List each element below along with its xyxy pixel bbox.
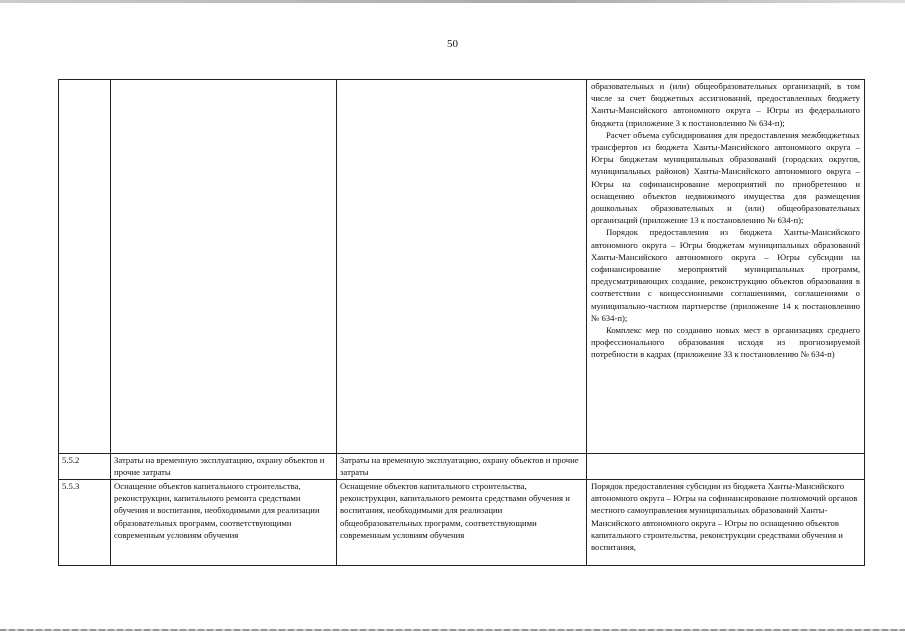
table-row-5-5-2 xyxy=(59,454,865,480)
row-event-name: Оснащение объектов капитального строительства, реконструкции, капитального ремонта средствами обучения и воспитания, необходимыми для реализации образовательных программ, соответствующими современным условиям обучения xyxy=(111,480,337,566)
row-direction: Оснащение объектов капитального строительства, реконструкции, капитального ремонта средствами обучения и воспитания, необходимыми для реализации общеобразовательных программ, соответствующими современным условиям обучения xyxy=(337,480,587,566)
cell-event-empty xyxy=(111,80,337,454)
scan-edge-top xyxy=(0,0,905,3)
document-paragraph: Расчет объема субсидирования для предоставления межбюджетных трансфертов из бюджета Ханты-Мансийского автономного округа – Югры бюджетам муниципальных образований (городских округов, муниципальных районов) Ханты-Мансийского автономного округа – Югры на софинансирование мероприятий по приобретению и оснащению объектов недвижимого имущества для размещения дошкольных образовательных и (или) общеобразовательных организаций (приложение 13 к постановлению № 634-п); xyxy=(591,129,860,226)
scan-edge-bottom xyxy=(0,629,905,631)
document-paragraph: Порядок предоставления из бюджета Ханты-Мансийского автономного округа – Югры бюджетам муниципальных образований Ханты-Мансийского автономного округа – Югры субсидии на софинансирование мероприятий муниципальных программ, предусматривающих создание, реконструкцию объектов образования в соответствии с концессионными соглашениями, соглашениями о муниципально-частном партнерстве (приложение 14 к постановлению № 634-п); xyxy=(591,227,860,323)
table-row-5-5-3 xyxy=(59,480,865,566)
row-number: 5.5.3 xyxy=(59,480,111,566)
document-paragraph: образовательных и (или) общеобразовательных организаций, в том числе за счет бюджетных ассигнований, предоставленных бюджету Ханты-Мансийского автономного округа – Югры из федерального бюджета (приложение 3 к постановлению № 634-п); xyxy=(591,81,860,128)
cell-direction-empty xyxy=(337,80,587,454)
page-number: 50 xyxy=(447,38,458,50)
table-row-continuation xyxy=(59,80,865,454)
program-table xyxy=(58,79,865,566)
cell-number-empty xyxy=(59,80,111,454)
cell-documents-continuation xyxy=(587,80,865,454)
document-paragraph: Комплекс мер по созданию новых мест в организациях среднего профессионального образования исходя из прогнозируемой потребности в кадрах (приложение 33 к постановлению № 634-п) xyxy=(591,325,860,360)
row-direction: Затраты на временную эксплуатацию, охрану объектов и прочие затраты xyxy=(337,454,587,480)
row-number: 5.5.2 xyxy=(59,454,111,480)
row-documents xyxy=(587,454,865,480)
row-event-name: Затраты на временную эксплуатацию, охрану объектов и прочие затраты xyxy=(111,454,337,480)
row-documents: Порядок предоставления субсидии из бюджета Ханты-Мансийского автономного округа – Югры на софинансирование полномочий органов местного самоуправления муниципальных образований Ханты-Мансийского автономного округа – Югры по оснащению объектов капитального строительства, реконструкции средствами обучения и воспитания, xyxy=(587,480,865,566)
